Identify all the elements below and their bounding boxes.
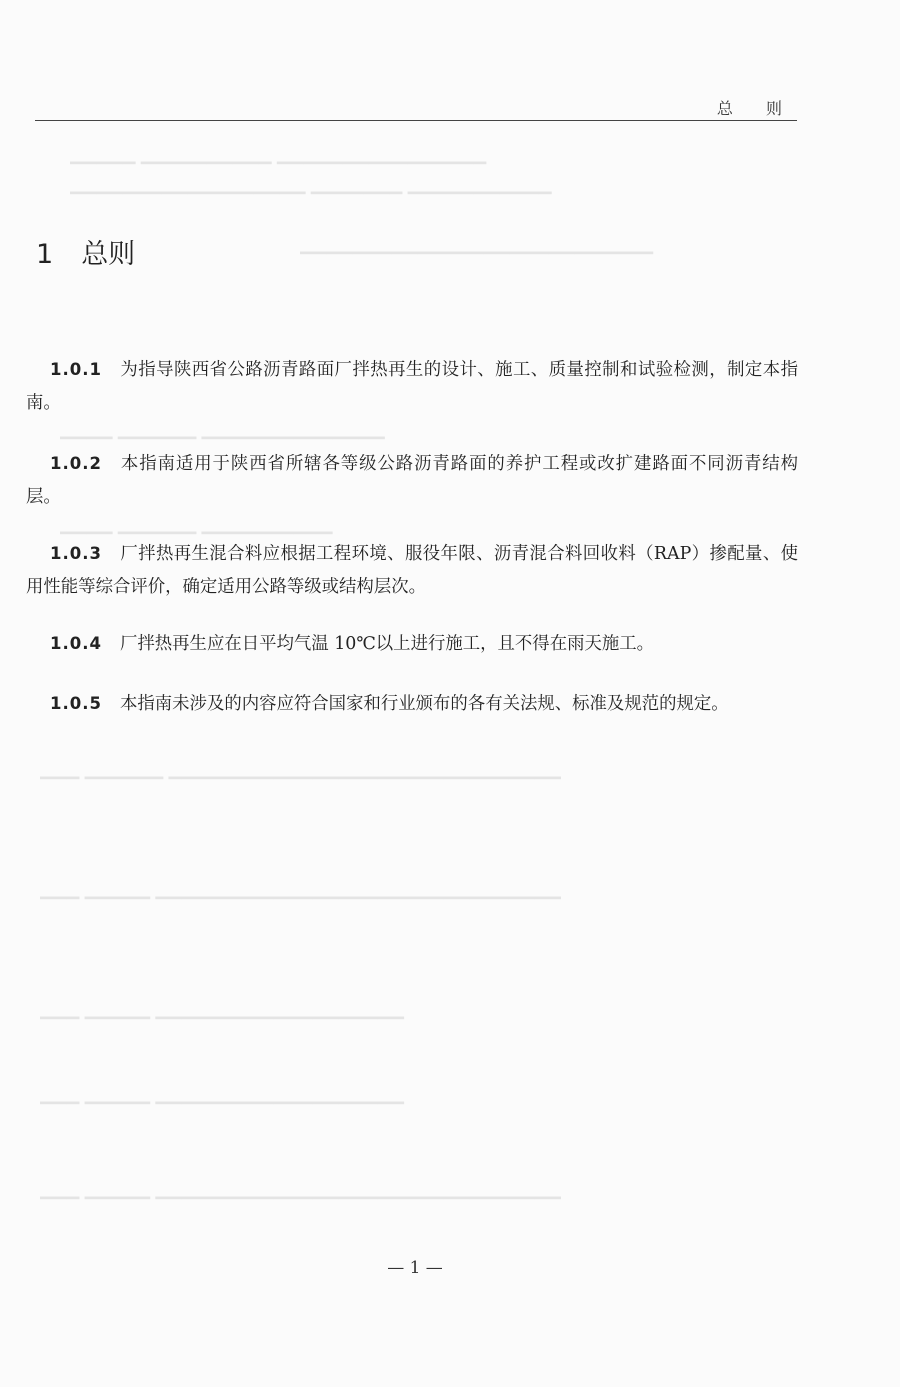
chapter-title-text: 总则 bbox=[81, 239, 136, 270]
clause-text: 厂拌热再生混合料应根据工程环境、服役年限、沥青混合料回收料（RAP）掺配量、使用性能等综合评价，确定适用公路等级或结构层次。 bbox=[26, 544, 798, 597]
bleed-through-decoration: ▁▁▁▁ ▁▁▁▁▁▁ ▁▁▁▁▁▁▁▁▁▁▁▁▁▁ bbox=[60, 420, 385, 440]
running-header-title: 总 则 bbox=[716, 99, 796, 118]
clause-text: 本指南未涉及的内容应符合国家和行业颁布的各有关法规、标准及规范的规定。 bbox=[119, 694, 729, 714]
clause-1-0-2 bbox=[26, 447, 798, 514]
clause-number: 1.0.2 bbox=[50, 454, 102, 473]
bleed-through-decoration: ▁▁▁ ▁▁▁▁▁▁ ▁▁▁▁▁▁▁▁▁▁▁▁▁▁▁▁▁▁▁▁▁▁▁▁▁▁▁▁▁▁ bbox=[40, 760, 561, 780]
bleed-through-decoration: ▁▁▁ ▁▁▁▁▁ ▁▁▁▁▁▁▁▁▁▁▁▁▁▁▁▁▁▁▁▁▁▁▁▁▁▁▁▁▁▁▁ bbox=[40, 1180, 561, 1200]
bleed-through-decoration: ▁▁▁▁▁ ▁▁▁▁▁▁▁▁▁▁ ▁▁▁▁▁▁▁▁▁▁▁▁▁▁▁▁ bbox=[70, 145, 487, 165]
clause-number: 1.0.3 bbox=[50, 544, 102, 563]
clause-number: 1.0.4 bbox=[50, 634, 102, 653]
bleed-through-decoration: ▁▁▁▁ ▁▁▁▁▁▁ ▁▁▁▁▁▁▁▁▁▁ bbox=[60, 515, 333, 535]
bleed-through-decoration: ▁▁▁▁▁▁▁▁▁▁▁▁▁▁▁▁▁▁▁▁▁▁▁▁▁▁▁ bbox=[300, 235, 653, 255]
bleed-through-decoration: ▁▁▁ ▁▁▁▁▁ ▁▁▁▁▁▁▁▁▁▁▁▁▁▁▁▁▁▁▁ bbox=[40, 1085, 404, 1105]
page-number: — 1 — bbox=[387, 1258, 443, 1278]
clause-text: 为指导陕西省公路沥青路面厂拌热再生的设计、施工、质量控制和试验检测，制定本指南。 bbox=[26, 360, 798, 413]
chapter-heading bbox=[36, 232, 135, 271]
bleed-through-decoration: ▁▁▁▁▁▁▁▁▁▁▁▁▁▁▁▁▁▁ ▁▁▁▁▁▁▁ ▁▁▁▁▁▁▁▁▁▁▁ bbox=[70, 175, 552, 195]
clause-1-0-5 bbox=[26, 687, 798, 721]
clause-number: 1.0.1 bbox=[50, 360, 102, 379]
clause-text: 本指南适用于陕西省所辖各等级公路沥青路面的养护工程或改扩建路面不同沥青结构层。 bbox=[26, 454, 798, 507]
clause-1-0-1 bbox=[26, 353, 798, 420]
bleed-through-decoration: ▁▁▁ ▁▁▁▁▁ ▁▁▁▁▁▁▁▁▁▁▁▁▁▁▁▁▁▁▁▁▁▁▁▁▁▁▁▁▁▁▁ bbox=[40, 880, 561, 900]
clause-number: 1.0.5 bbox=[50, 694, 102, 713]
bleed-through-decoration: ▁▁▁ ▁▁▁▁▁ ▁▁▁▁▁▁▁▁▁▁▁▁▁▁▁▁▁▁▁ bbox=[40, 1000, 404, 1020]
clause-text: 厂拌热再生应在日平均气温 10℃以上进行施工，且不得在雨天施工。 bbox=[119, 634, 655, 654]
clause-1-0-3 bbox=[26, 537, 798, 604]
chapter-number: 1 bbox=[36, 239, 54, 270]
header-rule bbox=[35, 120, 797, 121]
clause-1-0-4 bbox=[26, 627, 798, 661]
